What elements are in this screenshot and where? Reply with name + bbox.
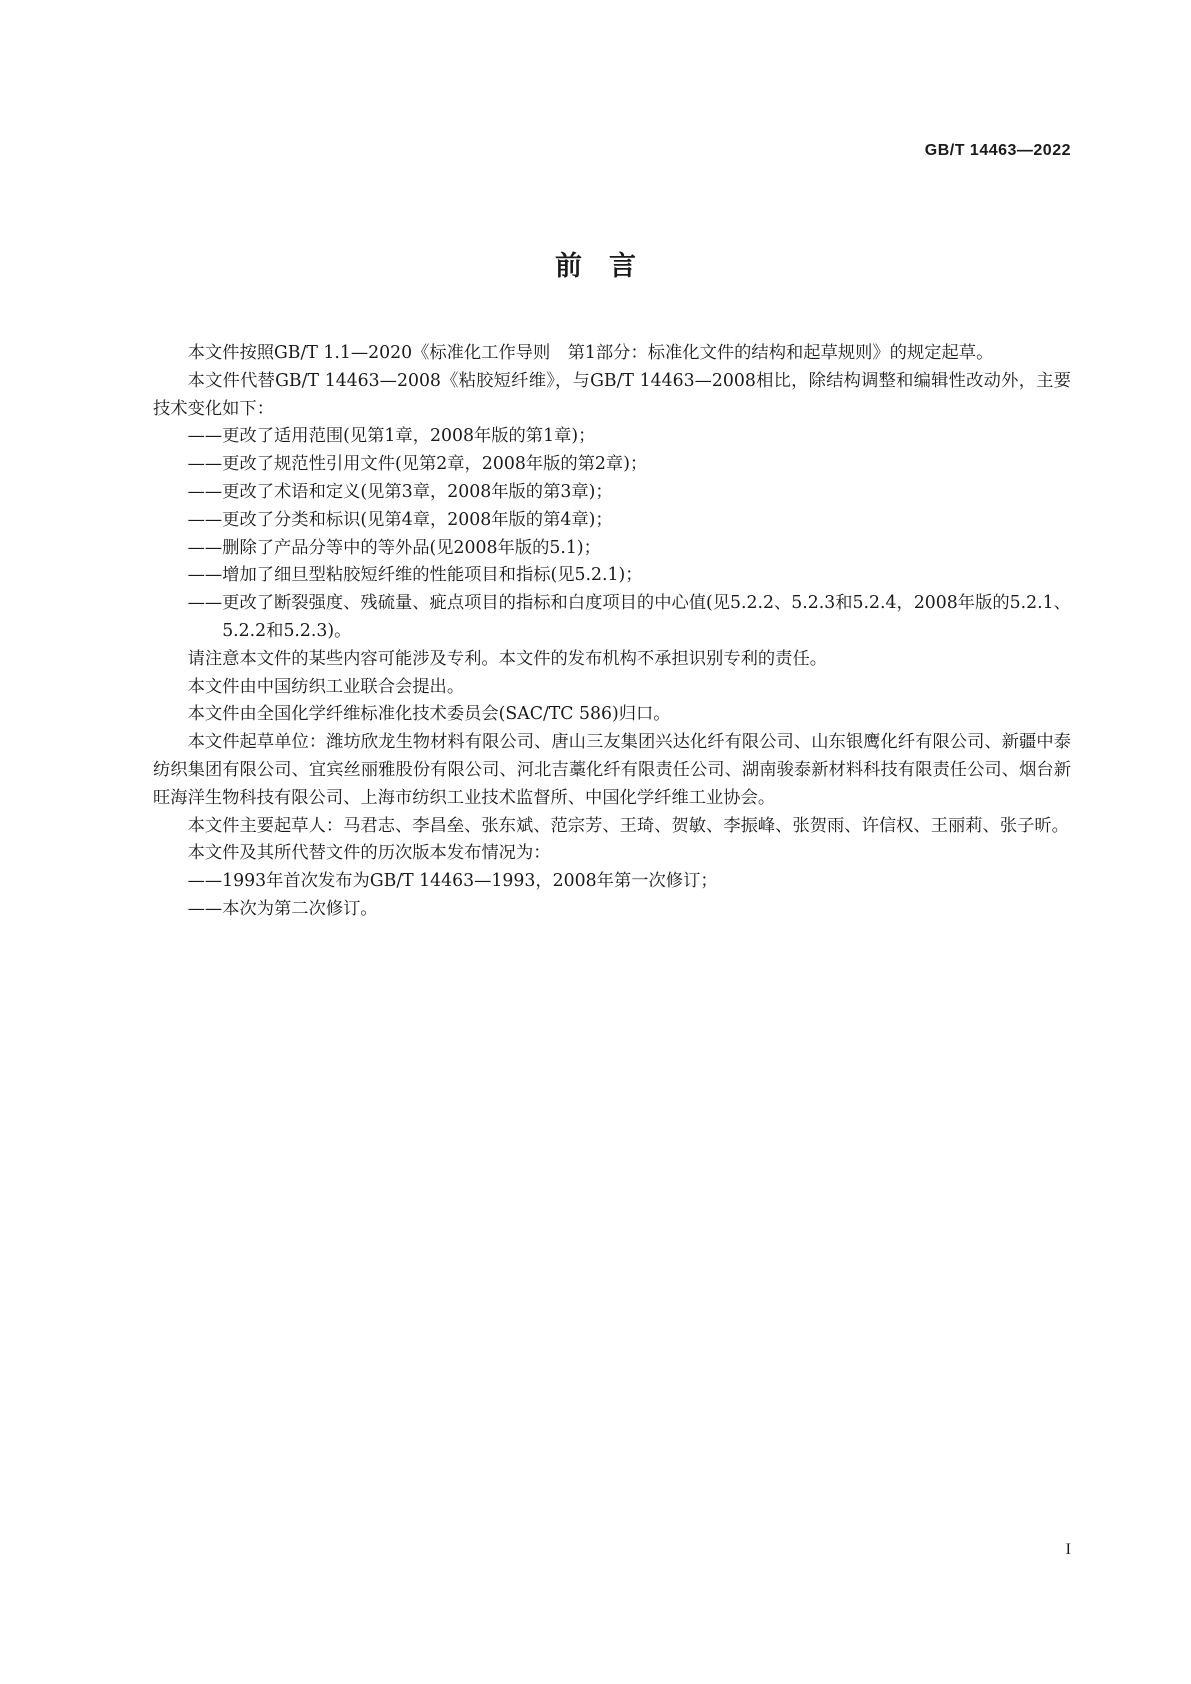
page-title: 前 言 bbox=[555, 251, 636, 282]
paragraph-drafting-rule: 本文件按照GB/T 1.1—2020《标准化工作导则 第1部分：标准化文件的结构和起草规则》的规定起草。 bbox=[187, 343, 994, 363]
paragraph-committee: 本文件由全国化学纤维标准化技术委员会(SAC/TC 586)归口。 bbox=[187, 704, 671, 725]
change-item: ——更改了规范性引用文件(见第2章，2008年版的第2章)； bbox=[187, 454, 648, 475]
change-item: ——更改了术语和定义(见第3章，2008年版的第3章)； bbox=[187, 481, 613, 502]
change-item: ——更改了适用范围(见第1章，2008年版的第1章)； bbox=[187, 426, 596, 447]
paragraph-proposer: 本文件由中国纺织工业联合会提出。 bbox=[187, 676, 465, 697]
change-item: ——更改了分类和标识(见第4章，2008年版的第4章)； bbox=[187, 509, 613, 530]
paragraph-history-intro: 本文件及其所代替文件的历次版本发布情况为： bbox=[187, 843, 551, 864]
paragraph-patent-notice: 请注意本文件的某些内容可能涉及专利。本文件的发布机构不承担识别专利的责任。 bbox=[187, 648, 828, 669]
history-item: ——本次为第二次修订。 bbox=[187, 898, 378, 919]
standard-code: GB/T 14463—2022 bbox=[924, 142, 1071, 159]
history-item: ——1993年首次发布为GB/T 14463—1993，2008年第一次修订； bbox=[187, 871, 718, 892]
change-item: ——删除了产品分等中的等外品(见2008年版的5.1)； bbox=[187, 537, 601, 558]
change-item: ——增加了细旦型粘胶短纤维的性能项目和指标(见5.2.1)； bbox=[187, 565, 643, 586]
page-number: I bbox=[1065, 1541, 1071, 1558]
change-item: ——更改了断裂强度、残硫量、疵点项目的指标和白度项目的中心值(见5.2.2、5.2.3和5.2.4，2008年版的5.2.1、5.2.2和5.2.3)。 bbox=[187, 593, 1071, 641]
document-body bbox=[153, 340, 1071, 924]
paragraph-replacement: 本文件代替GB/T 14463—2008《粘胶短纤维》，与GB/T 14463—2008相比，除结构调整和编辑性改动外，主要技术变化如下： bbox=[153, 370, 1071, 419]
paragraph-drafters: 本文件主要起草人：马君志、李昌垒、张东斌、范宗芳、王琦、贺敏、李振峰、张贺雨、许信权、王丽莉、张子昕。 bbox=[187, 815, 1069, 836]
paragraph-drafting-units: 本文件起草单位：潍坊欣龙生物材料有限公司、唐山三友集团兴达化纤有限公司、山东银鹰化纤有限公司、新疆中泰纺织集团有限公司、宜宾丝丽雅股份有限公司、河北吉藁化纤有限责任公司、湖南骏泰新材料科技有限责任公司、烟台新旺海洋生物科技有限公司、上海市纺织工业技术监督所、中国化学纤维工业协会。 bbox=[153, 732, 1071, 808]
